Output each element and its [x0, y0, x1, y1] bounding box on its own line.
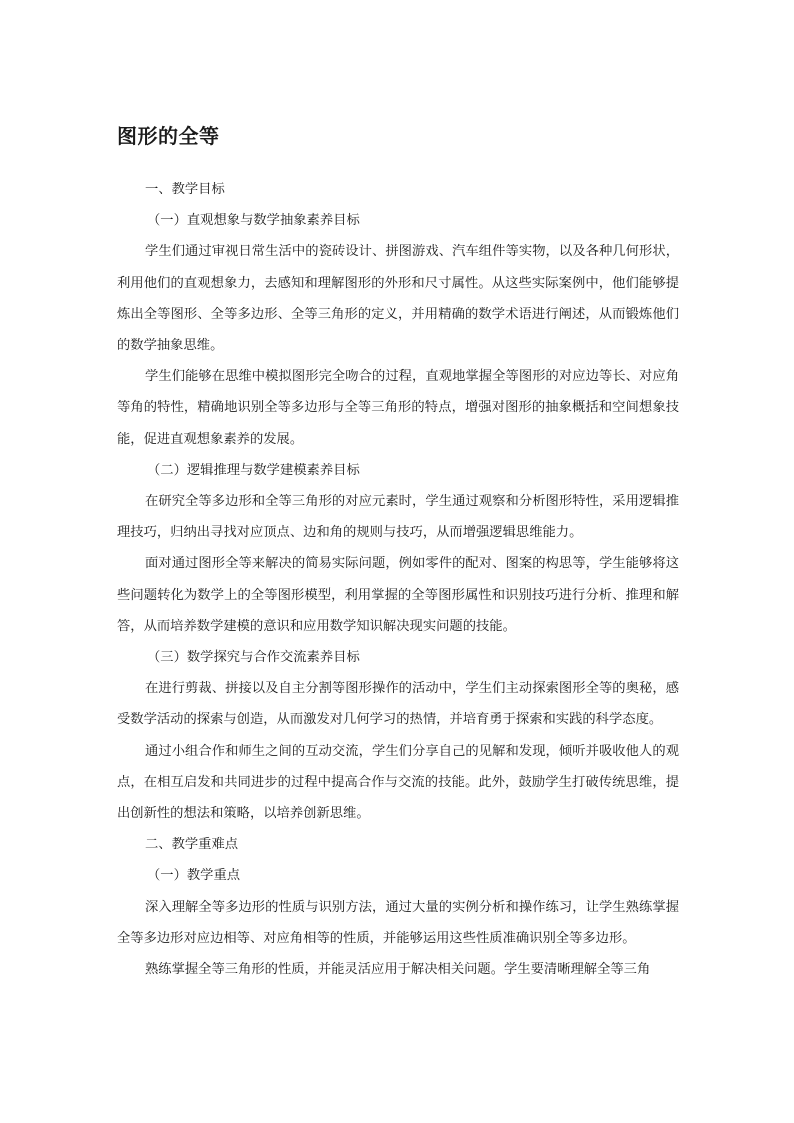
- paragraph: 熟练掌握全等三角形的性质，并能灵活应用于解决相关问题。学生要清晰理解全等三角: [145, 962, 651, 978]
- paragraph: 深入理解全等多边形的性质与识别方法，通过大量的实例分析和操作练习，让学生熟练掌握全等多边形对应边相等、对应角相等的性质，并能够运用这些性质准确识别全等多边形。: [117, 899, 679, 946]
- paragraph: 学生们能够在思维中模拟图形完全吻合的过程，直观地掌握全等图形的对应边等长、对应角等角的特性，精确地识别全等多边形与全等三角形的特点，增强对图形的抽象概括和空间想象技能，促进直观想象素养的发展。: [117, 369, 679, 447]
- page-title: 图形的全等: [117, 124, 220, 148]
- subsection-heading-exploration-cooperation: （三）数学探究与合作交流素养目标: [147, 650, 360, 666]
- paragraph: 在研究全等多边形和全等三角形的对应元素时，学生通过观察和分析图形特性，采用逻辑推理技巧，归纳出寻找对应顶点、边和角的规则与技巧，从而增强逻辑思维能力。: [117, 494, 679, 541]
- section-heading-key-difficult-points: 二、教学重难点: [145, 837, 239, 853]
- subsection-heading-intuition-abstraction: （一）直观想象与数学抽象素养目标: [147, 213, 360, 229]
- section-heading-teaching-objectives: 一、教学目标: [145, 182, 225, 197]
- paragraph: 通过小组合作和师生之间的互动交流，学生们分享自己的见解和发现，倾听并吸收他人的观点，在相互启发和共同进步的过程中提高合作与交流的技能。此外，鼓励学生打破传统思维，提出创新性的想法和策略，以培养创新思维。: [117, 743, 679, 822]
- document-body: [117, 174, 679, 985]
- subsection-heading-key-points: （一）教学重点: [147, 868, 241, 884]
- subsection-heading-reasoning-modeling: （二）逻辑推理与数学建模素养目标: [147, 462, 360, 478]
- paragraph: 在进行剪裁、拼接以及自主分割等图形操作的活动中，学生们主动探索图形全等的奥秘，感受数学活动的探索与创造，从而激发对几何学习的热情，并培育勇于探索和实践的科学态度。: [117, 681, 679, 728]
- paragraph: 面对通过图形全等来解决的简易实际问题，例如零件的配对、图案的构思等，学生能够将这些问题转化为数学上的全等图形模型，利用掌握的全等图形属性和识别技巧进行分析、推理和解答，从而培养数学建模的意识和应用数学知识解决现实问题的技能。: [117, 556, 679, 634]
- paragraph: 学生们通过审视日常生活中的瓷砖设计、拼图游戏、汽车组件等实物，以及各种几何形状，利用他们的直观想象力，去感知和理解图形的外形和尺寸属性。从这些实际案例中，他们能够提炼出全等图形、全等多边形、全等三角形的定义，并用精确的数学术语进行阐述，从而锻炼他们的数学抽象思维。: [117, 244, 679, 354]
